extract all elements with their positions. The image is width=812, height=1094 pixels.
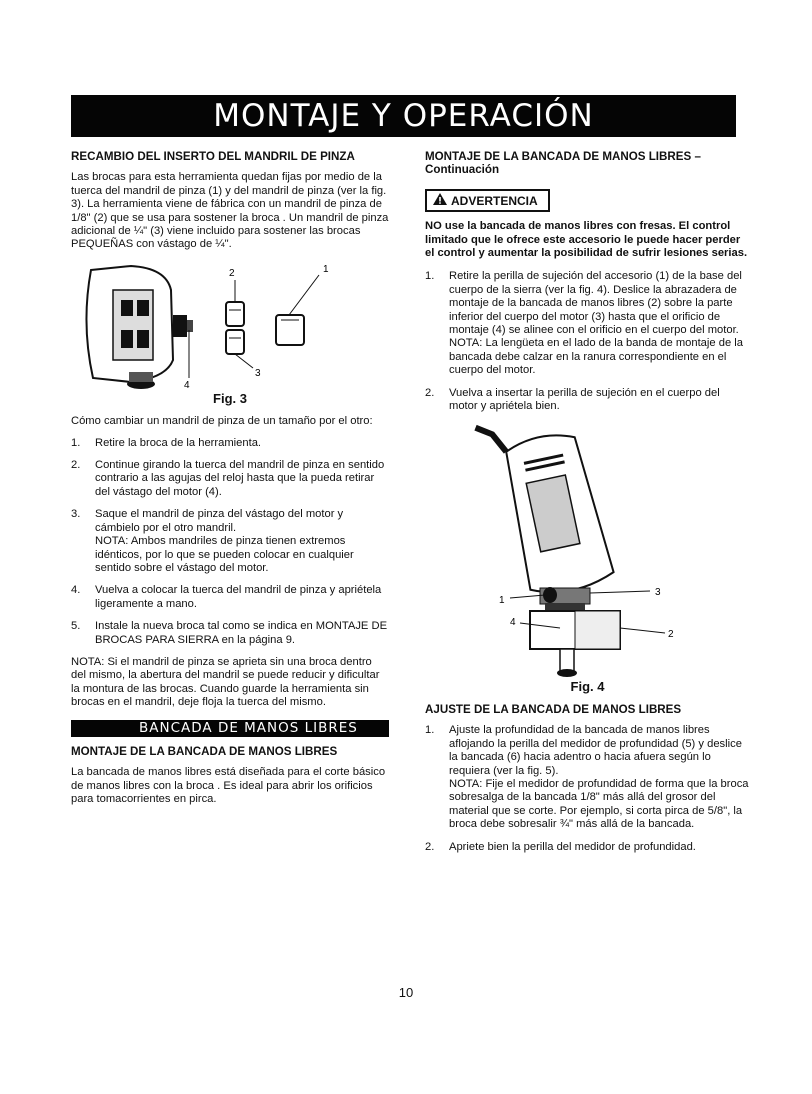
collet-steps	[71, 437, 389, 647]
fig3-illustration	[71, 260, 389, 390]
warning-text: NO use la bancada de manos libres con fresas. El control limitado que le ofrece este accesorio le puede hacer perder el control y aumentar la posibilidad de sufrir lesiones serias.	[425, 220, 748, 260]
fig4-label-3: 3	[655, 586, 661, 598]
step-item	[425, 270, 750, 377]
step-number: 1.	[71, 436, 81, 449]
step-number: 2.	[71, 459, 81, 472]
step-number: 5.	[71, 620, 81, 633]
fig3-label-4: 4	[184, 379, 190, 390]
step-number: 1.	[425, 270, 435, 283]
step-text: Ajuste la profundidad de la bancada de manos libres aflojando la perilla del medidor de profundidad (5) y deslice la bancada (6) hacia adentro o hacia afuera según lo requiera (ver la fig. 5).	[449, 724, 742, 777]
warning-box	[425, 189, 550, 212]
how-to-text: Cómo cambiar un mandril de pinza de un tamaño por el otro:	[71, 415, 373, 428]
step-text: Instale la nueva broca tal como se indica en MONTAJE DE BROCAS PARA SIERRA en la página 9.	[95, 620, 388, 646]
fig3-label-2: 2	[229, 267, 235, 279]
step-note: NOTA: La lengüeta en el lado de la banda de montaje de la bancada debe calzar en la ranura correspondiente en el cuerpo del motor.	[449, 337, 743, 377]
step-note: NOTA: Ambos mandriles de pinza tienen extremos idénticos, por lo que se pueden colocar en cualquier sentido sobre el vástago del motor.	[95, 535, 354, 574]
step-item	[425, 841, 750, 854]
fig4-caption: Fig. 4	[570, 678, 605, 694]
page-banner: MONTAJE Y OPERACIÓN	[71, 95, 736, 137]
left-column	[71, 150, 389, 815]
step-item	[71, 437, 389, 450]
step-number: 2.	[425, 840, 435, 853]
fig4-label-1: 1	[499, 594, 505, 606]
fig3-label-3: 3	[255, 367, 261, 379]
step-item	[71, 508, 389, 575]
mount-intro: La bancada de manos libres está diseñada para el corte básico de manos libres con la broca . Es ideal para abrir los orificios para tomacorrientes en pirca.	[71, 766, 386, 806]
step-item	[71, 584, 389, 611]
section-banner: BANCADA DE MANOS LIBRES	[71, 720, 389, 737]
step-number: 3.	[71, 508, 81, 521]
step-text: Vuelva a colocar la tuerca del mandril de pinza y apriétela ligeramente a mano.	[95, 584, 382, 610]
collet-intro: Las brocas para esta herramienta quedan fijas por medio de la tuerca del mandril de pinza (1) y del mandril de pinza (ver la fig. 3). La herramienta viene de fábrica con un mandril de pinza de 1/8" (2) que se usa para sostener la broca . Un mandril de pinza adicional de ¼" (3) viene incluido para sostener las brocas PEQUEÑAS con vástago de ¼".	[71, 171, 389, 251]
step-item	[71, 459, 389, 499]
page-number: 10	[398, 985, 414, 1000]
step-note: NOTA: Fije el medidor de profundidad de forma que la broca sobresalga de la bancada 1/8" más allá del grosor del material que se corte. Por ejemplo, si corta pirca de 5/8", la broca debe sobresalir ¾" más allá de la bancada.	[449, 777, 749, 831]
step-text: Saque el mandril de pinza del vástago del motor y cámbielo por el otro mandril.	[95, 508, 344, 534]
right-column	[425, 150, 750, 863]
step-item	[425, 724, 750, 831]
mount-heading: MONTAJE DE LA BANCADA DE MANOS LIBRES	[71, 744, 338, 758]
step-text: Vuelva a insertar la perilla de sujeción en el cuerpo del motor y apriétela bien.	[449, 386, 720, 413]
step-number: 1.	[425, 724, 435, 737]
warning-label: ADVERTENCIA	[451, 193, 538, 208]
step-number: 2.	[425, 386, 435, 399]
step-item	[71, 620, 389, 647]
collet-note: NOTA: Si el mandril de pinza se aprieta sin una broca dentro del mismo, la abertura del mandril se puede reducir y dificultar la montura de las brocas. Cuando guarde la herramienta sin brocas en el mandril, deje floja la tuerca del mismo.	[71, 655, 380, 709]
fig3-label-1: 1	[323, 263, 329, 275]
collet-heading: RECAMBIO DEL INSERTO DEL MANDRIL DE PINZA	[71, 150, 355, 163]
fig4-label-2: 2	[668, 628, 674, 640]
step-text: Continue girando la tuerca del mandril de pinza en sentido contrario a las agujas del reloj hasta que la pueda retirar del vástago del motor (4).	[95, 459, 385, 498]
fig4-illustration	[425, 423, 750, 678]
adjust-steps	[425, 724, 750, 854]
warning-icon	[433, 193, 447, 205]
step-text: Retire la perilla de sujeción del accesorio (1) de la base del cuerpo de la sierra (ver la fig. 4). Deslice la abrazadera de montaje de la bancada de manos libres (2) sobre la parte inferior del cuerpo del motor (3) hasta que el orificio de montaje (4) se alinee con el orificio en el cuerpo del motor.	[449, 270, 742, 337]
fig3-caption: Fig. 3	[213, 390, 247, 406]
step-number: 4.	[71, 584, 81, 597]
step-item	[425, 387, 750, 414]
step-text: Apriete bien la perilla del medidor de profundidad.	[449, 840, 696, 853]
adjust-heading: AJUSTE DE LA BANCADA DE MANOS LIBRES	[425, 702, 682, 716]
mount-cont-heading: MONTAJE DE LA BANCADA DE MANOS LIBRES – Continuación	[425, 150, 701, 177]
step-text: Retire la broca de la herramienta.	[95, 436, 262, 449]
mount-steps	[425, 270, 750, 413]
fig4-label-4: 4	[510, 616, 516, 628]
